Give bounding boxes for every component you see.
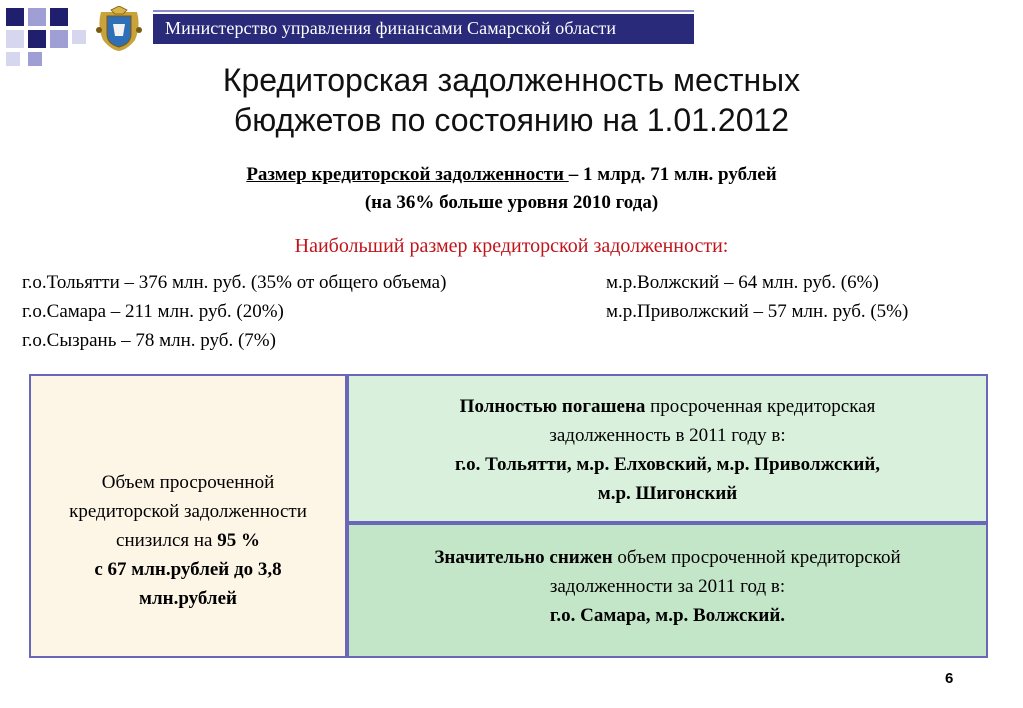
header-stripe	[153, 10, 694, 12]
title-line: Кредиторская задолженность местных	[222, 62, 801, 98]
box-line	[349, 450, 986, 479]
deco-square	[28, 8, 46, 26]
box-text: объем просроченной кредиторской	[612, 547, 901, 568]
largest-item-right: м.р.Волжский – 64 млн. руб. (6%)	[606, 272, 879, 293]
significantly-reduced-text	[349, 543, 986, 630]
largest-item-left: г.о.Сызрань – 78 млн. руб. (7%)	[22, 330, 276, 351]
deco-square	[6, 30, 24, 48]
debt-summary	[0, 161, 1023, 217]
deco-square	[50, 30, 68, 48]
deco-square	[72, 30, 86, 44]
box-line	[31, 555, 345, 584]
box-line	[349, 543, 986, 572]
largest-item-right: м.р.Приволжский – 57 млн. руб. (5%)	[606, 301, 909, 322]
overdue-debt-text	[31, 468, 345, 613]
title-line: бюджетов по состоянию на 1.01.2012	[233, 102, 790, 138]
page-number: 6	[945, 670, 954, 687]
significantly-reduced-box	[347, 523, 988, 658]
debt-summary-label: Размер кредиторской задолженности	[246, 164, 569, 185]
largest-item-left: г.о.Тольятти – 376 млн. руб. (35% от общего объема)	[22, 272, 447, 293]
box-bold-text: г.о. Тольятти, м.р. Елховский, м.р. Приволжский,	[454, 454, 881, 475]
box-bold-text: Полностью погашена	[459, 396, 646, 417]
box-line	[349, 601, 986, 630]
box-bold-text: млн.рублей	[139, 588, 237, 609]
box-bold-text: м.р. Шигонский	[597, 483, 738, 504]
box-line	[31, 526, 345, 555]
overdue-debt-box	[29, 374, 347, 658]
box-line	[31, 584, 345, 613]
box-bold-text: с 67 млн.рублей до 3,8	[94, 559, 282, 580]
box-line: задолженности за 2011 год в:	[549, 576, 786, 597]
box-text: снизился на	[116, 530, 218, 551]
box-line	[349, 392, 986, 421]
box-line: кредиторской задолженности	[69, 501, 307, 522]
ministry-header-bar	[153, 14, 694, 44]
box-line: Объем просроченной	[101, 472, 275, 493]
ministry-name: Министерство управления финансами Самарской области	[165, 18, 617, 38]
debt-summary-comparison: (на 36% больше уровня 2010 года)	[364, 192, 659, 213]
fully-repaid-box	[347, 374, 988, 523]
debt-summary-value: – 1 млрд. 71 млн. рублей	[568, 164, 777, 185]
deco-square	[28, 30, 46, 48]
deco-square	[50, 8, 68, 26]
box-line	[349, 479, 986, 508]
debt-summary-line	[0, 161, 1023, 189]
deco-square	[6, 8, 24, 26]
box-line: задолженность в 2011 году в:	[549, 425, 786, 446]
box-text: просроченная кредиторская	[645, 396, 876, 417]
box-bold-text: Значительно снижен	[434, 547, 613, 568]
box-bold-text: г.о. Самара, м.р. Волжский.	[549, 605, 786, 626]
page-title	[0, 60, 1023, 140]
box-percent: 95 %	[217, 530, 260, 551]
largest-debt-heading: Наибольший размер кредиторской задолженности:	[294, 235, 729, 257]
largest-item-left: г.о.Самара – 211 млн. руб. (20%)	[22, 301, 284, 322]
fully-repaid-text	[349, 392, 986, 508]
coat-of-arms-icon	[93, 6, 145, 52]
